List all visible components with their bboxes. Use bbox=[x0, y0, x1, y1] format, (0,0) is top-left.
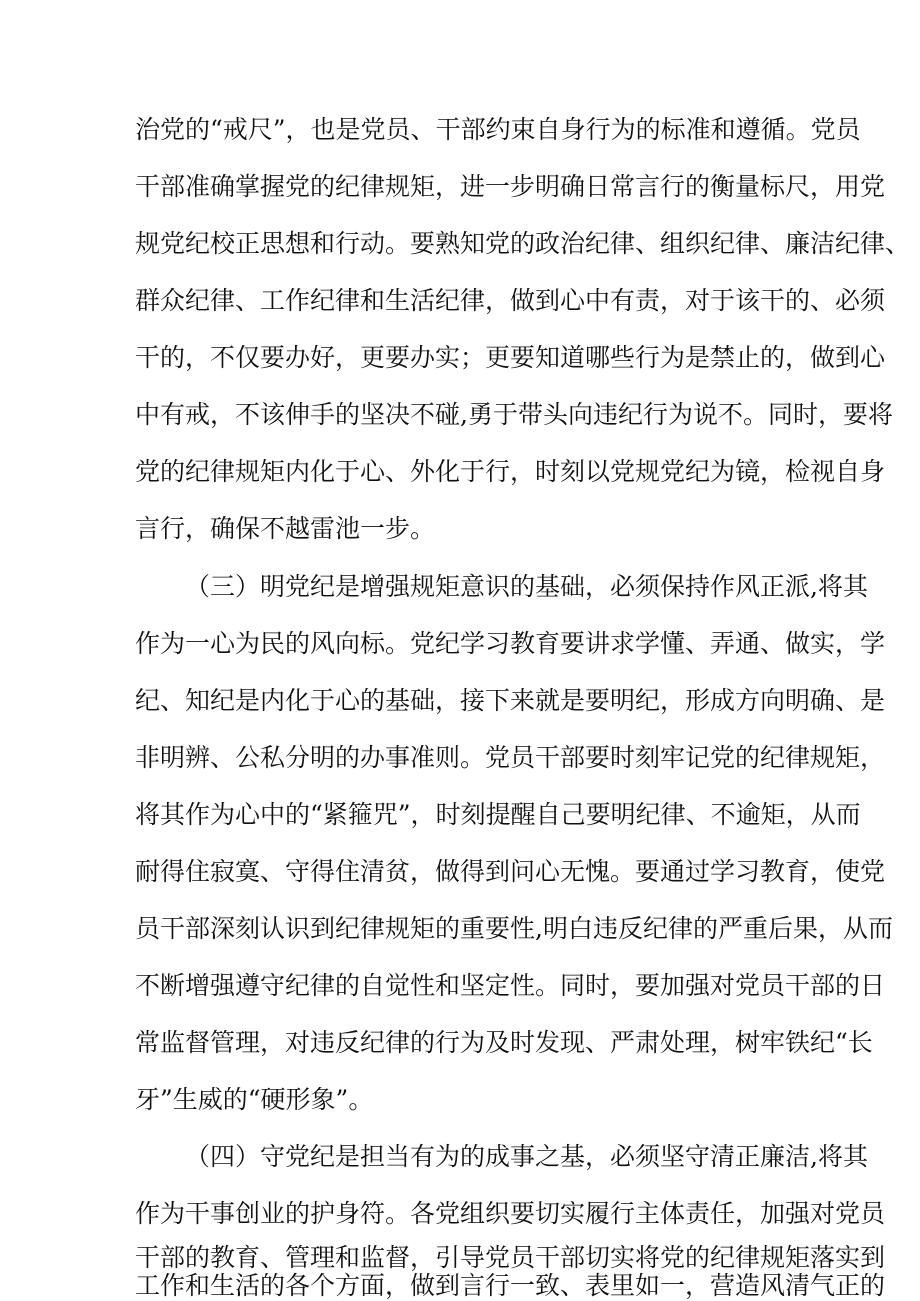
text-line: 规党纪校正思想和行动。要熟知党的政治纪律、组织纪律、廉洁纪律、 bbox=[135, 229, 911, 258]
text-line: 中有戒，不该伸手的坚决不碰,勇于带头向违纪行为说不。同时，要将 bbox=[135, 400, 893, 429]
text-line: 不断增强遵守纪律的自觉性和坚定性。同时，要加强对党员干部的日 bbox=[135, 971, 886, 1000]
text-line: 将其作为心中的“紧箍咒”，时刻提醒自己要明纪律、不逾矩，从而 bbox=[135, 800, 861, 829]
text-line: 耐得住寂寞、守得住清贫，做得到问心无愧。要通过学习教育，使党 bbox=[135, 857, 886, 886]
text-line: 员干部深刻认识到纪律规矩的重要性,明白违反纪律的严重后果，从而 bbox=[135, 914, 893, 943]
text-line: 党的纪律规矩内化于心、外化于行，时刻以党规党纪为镜，检视自身 bbox=[135, 457, 886, 486]
text-line: 牙”生威的“硬形象”。 bbox=[135, 1085, 374, 1114]
text-line: 言行，确保不越雷池一步。 bbox=[135, 514, 436, 543]
text-line: 纪、知纪是内化于心的基础，接下来就是要明纪，形成方向明确、是 bbox=[135, 686, 886, 715]
text-line: 干的，不仅要办好，更要办实；更要知道哪些行为是禁止的，做到心 bbox=[135, 343, 886, 372]
text-line: 干部准确掌握党的纪律规矩，进一步明确日常言行的衡量标尺，用党 bbox=[135, 172, 886, 201]
text-line: 工作和生活的各个方面，做到言行一致、表里如一，营造风清气正的 bbox=[135, 1271, 886, 1300]
paragraph-heading-three: （三）明党纪是增强规矩意识的基础，必须保持作风正派,将其 bbox=[185, 572, 868, 601]
text-line: 作为干事创业的护身符。各党组织要切实履行主体责任，加强对党员 bbox=[135, 1199, 886, 1228]
text-line: 干部的教育、管理和监督，引导党员干部切实将党的纪律规矩落实到 bbox=[135, 1243, 886, 1272]
paragraph-heading-four: （四）守党纪是担当有为的成事之基，必须坚守清正廉洁,将其 bbox=[185, 1142, 868, 1171]
text-line: 常监督管理，对违反纪律的行为及时发现、严肃处理，树牢铁纪“长 bbox=[135, 1028, 873, 1057]
text-line: 治党的“戒尺”，也是党员、干部约束自身行为的标准和遵循。党员 bbox=[135, 115, 861, 144]
text-line: 作为一心为民的风向标。党纪学习教育要讲求学懂、弄通、做实，学 bbox=[135, 629, 886, 658]
text-line: 群众纪律、工作纪律和生活纪律，做到心中有责，对于该干的、必须 bbox=[135, 286, 886, 315]
text-line: 非明辨、公私分明的办事准则。党员干部要时刻牢记党的纪律规矩， bbox=[135, 743, 886, 772]
